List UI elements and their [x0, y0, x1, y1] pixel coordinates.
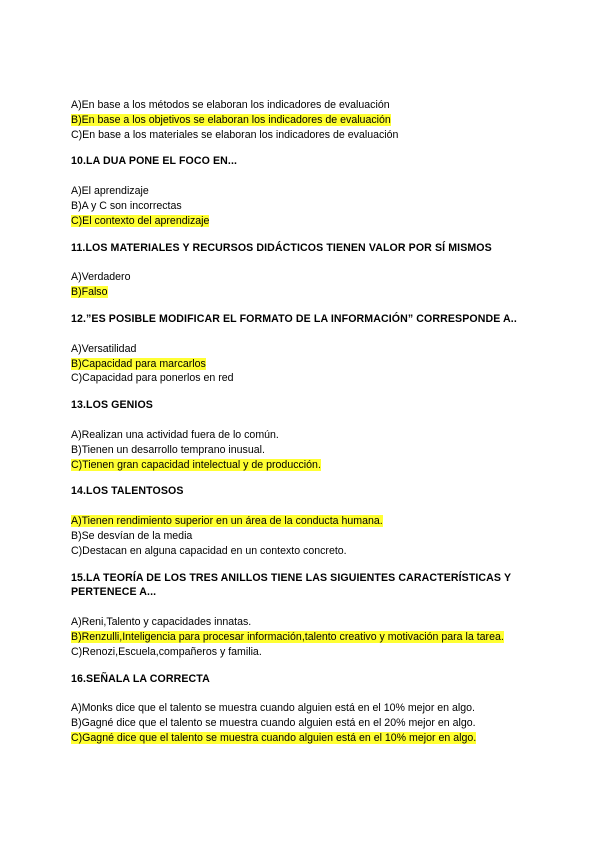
- option-b: B)Capacidad para marcarlos: [71, 357, 206, 370]
- question-title: 15.LA TEORÍA DE LOS TRES ANILLOS TIENE LAS SIGUIENTES CARACTERÍSTICAS Y PERTENECE A...: [71, 571, 511, 599]
- option-a: A)El aprendizaje: [71, 185, 149, 198]
- option-a: A)Monks dice que el talento se muestra cuando alguien está en el 10% mejor en algo.: [71, 702, 475, 715]
- option-a: A)Tienen rendimiento superior en un área de la conducta humana.: [71, 515, 383, 528]
- option-a: A)Verdadero: [71, 271, 131, 284]
- question-title: 11.LOS MATERIALES Y RECURSOS DIDÁCTICOS TIENEN VALOR POR SÍ MISMOS: [71, 241, 492, 254]
- question-16: [71, 672, 541, 746]
- option-a: A)Realizan una actividad fuera de lo común.: [71, 428, 279, 441]
- question-13: [71, 398, 541, 472]
- option-c: C)Tienen gran capacidad intelectual y de producción.: [71, 458, 321, 471]
- question-10: [71, 154, 541, 228]
- option-a: A)En base a los métodos se elaboran los indicadores de evaluación: [71, 99, 390, 111]
- option-c: C)En base a los materiales se elaboran los indicadores de evaluación: [71, 128, 399, 141]
- question-title: 13.LOS GENIOS: [71, 399, 153, 412]
- question-title: 10.LA DUA PONE EL FOCO EN...: [71, 155, 238, 168]
- intro-options: [71, 98, 541, 142]
- question-title: 14.LOS TALENTOSOS: [71, 485, 184, 498]
- option-b: B)Gagné dice que el talento se muestra cuando alguien está en el 20% mejor en algo.: [71, 717, 476, 730]
- option-c: C)El contexto del aprendizaje: [71, 214, 210, 227]
- option-b: B)Se desvían de la media: [71, 529, 193, 542]
- question-15: [71, 571, 541, 660]
- option-b: B)En base a los objetivos se elaboran los indicadores de evaluación: [71, 113, 391, 126]
- option-c: C)Capacidad para ponerlos en red: [71, 372, 234, 385]
- option-c: C)Renozi,Escuela,compañeros y familia.: [71, 645, 262, 658]
- option-b: B)Renzulli,Inteligencia para procesar información,talento creativo y motivación para la tarea.: [71, 630, 504, 643]
- option-c: C)Destacan en alguna capacidad en un contexto concreto.: [71, 544, 347, 557]
- option-a: A)Versatilidad: [71, 342, 137, 355]
- question-12: [71, 312, 541, 386]
- option-b: B)Falso: [71, 286, 108, 299]
- question-14: [71, 484, 541, 558]
- quiz-content: [71, 98, 541, 746]
- option-c: C)Gagné dice que el talento se muestra cuando alguien está en el 10% mejor en algo.: [71, 731, 477, 744]
- option-b: B)Tienen un desarrollo temprano inusual.: [71, 443, 265, 456]
- question-11: [71, 241, 541, 300]
- option-b: B)A y C son incorrectas: [71, 199, 182, 212]
- option-a: A)Reni,Talento y capacidades innatas.: [71, 616, 252, 629]
- question-title: 16.SEÑALA LA CORRECTA: [71, 672, 210, 685]
- question-title: 12.”ES POSIBLE MODIFICAR EL FORMATO DE LA INFORMACIÓN” CORRESPONDE A..: [71, 312, 517, 325]
